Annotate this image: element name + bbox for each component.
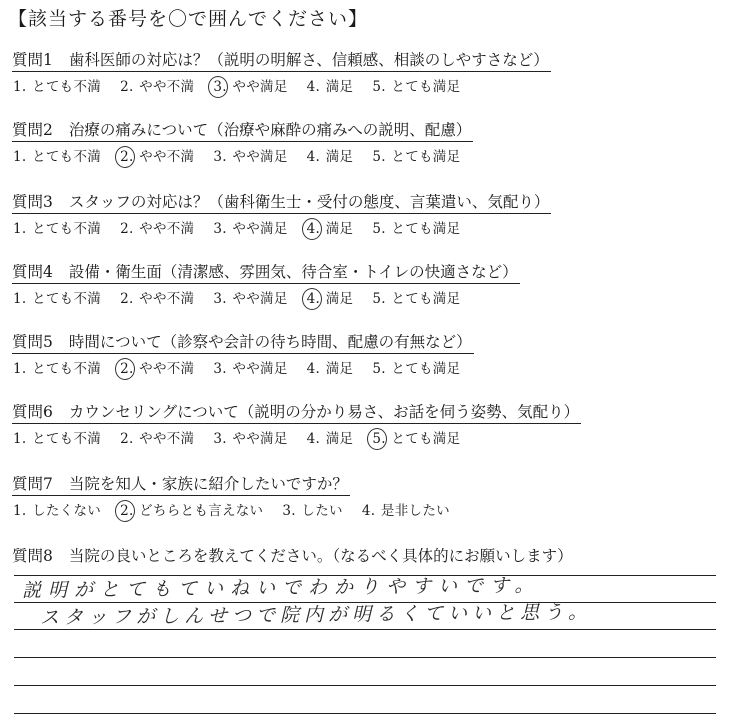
option-number: 3.: [213, 221, 227, 237]
question-text: スタッフの対応は？（歯科衛生士・受付の態度、言葉遣い、気配り）: [68, 193, 550, 211]
option-2[interactable]: [119, 287, 194, 307]
option-number: 1.: [13, 149, 27, 165]
option-label: とても不満: [27, 361, 102, 377]
option-number: 2.: [120, 149, 134, 165]
option-5[interactable]: [371, 287, 460, 307]
option-5[interactable]: [371, 145, 460, 165]
question-3: [12, 190, 551, 237]
option-2-selected[interactable]: [119, 145, 194, 165]
handwritten-answer-line-2: スタッフがしんせつで院内が明るくていいと思う。: [39, 601, 593, 629]
option-number: 2.: [120, 79, 134, 95]
handwritten-answer-line-1: 説明がとてもていねいでわかりやすいです。: [21, 574, 541, 602]
option-label: やや満足: [227, 149, 288, 165]
option-label: 満足: [321, 361, 354, 377]
option-label: とても満足: [386, 149, 461, 165]
option-label: 満足: [321, 221, 354, 237]
option-label: とても不満: [27, 79, 102, 95]
option-1[interactable]: [12, 357, 101, 377]
option-4-selected[interactable]: [306, 287, 354, 307]
option-label: 満足: [321, 79, 354, 95]
option-label: やや不満: [134, 221, 195, 237]
option-number: 2.: [120, 291, 134, 307]
option-label: やや満足: [227, 431, 288, 447]
options-row: [12, 75, 551, 95]
option-1[interactable]: [12, 75, 101, 95]
option-label: とても満足: [386, 221, 461, 237]
question-heading: [12, 190, 551, 214]
option-1[interactable]: [12, 287, 101, 307]
question-6: [12, 400, 581, 447]
answer-line: [14, 629, 716, 630]
option-3-selected[interactable]: [212, 75, 287, 95]
question-heading: [12, 260, 520, 284]
option-label: やや不満: [134, 361, 195, 377]
option-number: 4.: [306, 79, 321, 95]
option-number: 5.: [372, 79, 386, 95]
option-number: 3.: [282, 503, 296, 519]
option-number: 4.: [306, 361, 321, 377]
option-number: 3.: [213, 149, 227, 165]
option-number: 1.: [13, 291, 27, 307]
option-number: 5.: [372, 431, 386, 447]
option-label: とても不満: [27, 431, 102, 447]
question-number: 質問1: [12, 51, 53, 69]
option-2[interactable]: [119, 75, 194, 95]
option-number: 3.: [213, 431, 227, 447]
option-2[interactable]: [119, 217, 194, 237]
option-label: やや不満: [134, 431, 195, 447]
option-number: 4.: [306, 149, 321, 165]
option-number: 4.: [306, 221, 321, 237]
question-number: 質問5: [12, 333, 53, 351]
question-heading: [12, 330, 474, 354]
question-5: [12, 330, 478, 377]
option-4[interactable]: [306, 427, 354, 447]
option-3[interactable]: [212, 145, 287, 165]
option-label: やや満足: [227, 221, 288, 237]
question-4: [12, 260, 520, 307]
option-number: 5.: [372, 291, 386, 307]
question-1: [12, 48, 551, 95]
options-row: [12, 287, 520, 307]
option-1[interactable]: [12, 217, 101, 237]
option-5-selected[interactable]: [371, 427, 460, 447]
option-number: 2.: [120, 431, 134, 447]
option-label: やや不満: [134, 79, 195, 95]
option-2-selected[interactable]: [119, 357, 194, 377]
option-5[interactable]: [371, 75, 460, 95]
options-row: [12, 145, 478, 165]
option-label: やや満足: [227, 79, 288, 95]
option-number: 3.: [213, 291, 227, 307]
option-label: とても不満: [27, 149, 102, 165]
option-number: 1.: [13, 221, 27, 237]
option-number: 4.: [306, 291, 321, 307]
option-4-selected[interactable]: [306, 217, 354, 237]
option-1[interactable]: [12, 499, 101, 519]
question-text: 歯科医師の対応は？（説明の明解さ、信頼感、相談のしやすさなど）: [68, 51, 549, 69]
option-2-selected[interactable]: [119, 499, 263, 519]
question-text: 時間について（診察や会計の待ち時間、配慮の有無など）: [68, 333, 472, 351]
option-number: 2.: [120, 503, 134, 519]
options-row: [12, 357, 478, 377]
question-heading: [12, 118, 473, 142]
option-label: したくない: [27, 503, 102, 519]
option-4[interactable]: [306, 145, 354, 165]
option-number: 1.: [13, 503, 27, 519]
question-text: 当院を知人・家族に紹介したいですか？: [68, 475, 348, 493]
option-label: やや不満: [134, 149, 195, 165]
option-label: 満足: [321, 291, 354, 307]
options-row: [12, 427, 581, 447]
option-number: 2.: [120, 361, 134, 377]
option-label: やや満足: [227, 361, 288, 377]
answer-line: [14, 713, 716, 714]
option-label: とても満足: [386, 79, 461, 95]
options-row: [12, 499, 468, 519]
question-text: 治療の痛みについて（治療や麻酔の痛みへの説明、配慮）: [68, 121, 472, 139]
option-number: 5.: [372, 361, 386, 377]
options-row: [12, 217, 551, 237]
option-3[interactable]: [212, 357, 287, 377]
option-3[interactable]: [212, 217, 287, 237]
option-number: 4.: [306, 431, 321, 447]
question-heading: [12, 472, 350, 496]
option-5[interactable]: [371, 357, 460, 377]
option-5[interactable]: [371, 217, 460, 237]
option-1[interactable]: [12, 427, 101, 447]
question-number: 質問7: [12, 475, 53, 493]
option-label: 是非したい: [376, 503, 450, 519]
option-label: どちらとも言えない: [134, 503, 264, 519]
option-number: 1.: [13, 431, 27, 447]
option-number: 5.: [372, 149, 386, 165]
option-number: 5.: [372, 221, 386, 237]
option-2[interactable]: [119, 427, 194, 447]
question-text: 当院の良いところを教えてください。（なるべく具体的にお願いします）: [68, 547, 573, 565]
question-7: [12, 472, 468, 519]
option-3[interactable]: [212, 427, 287, 447]
option-number: 3.: [213, 79, 227, 95]
question-number: 質問4: [12, 263, 53, 281]
question-8: [12, 544, 573, 566]
page-title: 【該当する番号を〇で囲んでください】: [8, 8, 369, 30]
option-number: 4.: [361, 503, 376, 519]
answer-line: [14, 657, 716, 658]
question-heading: [12, 544, 573, 566]
answer-line: [14, 685, 716, 686]
option-label: とても不満: [27, 221, 102, 237]
option-3[interactable]: [281, 499, 342, 519]
question-number: 質問2: [12, 121, 53, 139]
option-label: とても不満: [27, 291, 102, 307]
option-4[interactable]: [306, 75, 354, 95]
option-number: 1.: [13, 79, 27, 95]
option-3[interactable]: [212, 287, 287, 307]
question-heading: [12, 400, 581, 424]
option-label: とても満足: [386, 431, 461, 447]
question-text: 設備・衛生面（清潔感、雰囲気、待合室・トイレの快適さなど）: [68, 263, 518, 281]
option-number: 3.: [213, 361, 227, 377]
option-label: やや不満: [134, 291, 195, 307]
option-label: やや満足: [227, 291, 288, 307]
question-number: 質問8: [12, 547, 53, 565]
question-text: カウンセリングについて（説明の分かり易さ、お話を伺う姿勢、気配り）: [68, 403, 580, 421]
question-2: [12, 118, 478, 165]
option-label: 満足: [321, 149, 354, 165]
option-label: したい: [296, 503, 343, 519]
question-number: 質問3: [12, 193, 53, 211]
option-4[interactable]: [361, 499, 450, 519]
option-label: とても満足: [386, 361, 461, 377]
option-label: とても満足: [386, 291, 461, 307]
option-label: 満足: [321, 431, 354, 447]
option-1[interactable]: [12, 145, 101, 165]
question-number: 質問6: [12, 403, 53, 421]
option-number: 1.: [13, 361, 27, 377]
question-heading: [12, 48, 551, 72]
option-number: 2.: [120, 221, 134, 237]
option-4[interactable]: [306, 357, 354, 377]
